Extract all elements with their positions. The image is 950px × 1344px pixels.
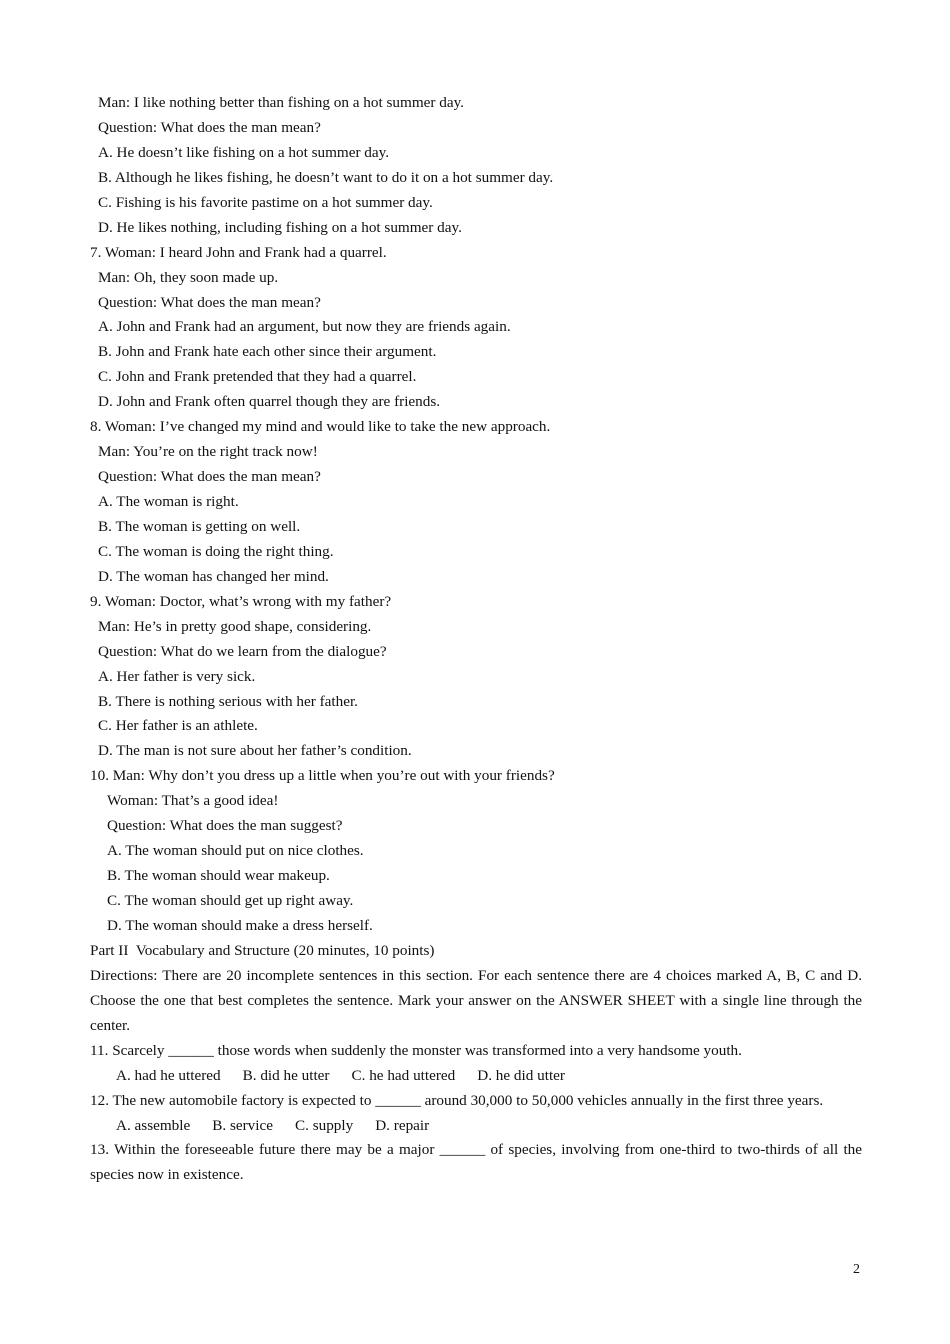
q8-option-d: D. The woman has changed her mind. (98, 567, 329, 585)
q12-option-d: D. repair (375, 1116, 430, 1134)
q6-option-b: B. Although he likes fishing, he doesn’t want to do it on a hot summer day. (98, 168, 554, 186)
q11-option-c: C. he had uttered (351, 1066, 456, 1084)
page-content (90, 91, 862, 1188)
q12-option-c: C. supply (294, 1116, 354, 1134)
q10-reply: Woman: That’s a good idea! (107, 792, 279, 810)
q9-option-d: D. The man is not sure about her father’s condition. (98, 742, 412, 760)
q9-prompt: 9. Woman: Doctor, what’s wrong with my father? (90, 592, 392, 610)
q11-option-a: A. had he uttered (116, 1066, 221, 1084)
q9-option-c: C. Her father is an athlete. (98, 717, 258, 735)
q10-option-a: A. The woman should put on nice clothes. (107, 842, 364, 860)
q7-option-a: A. John and Frank had an argument, but now they are friends again. (98, 318, 511, 336)
q6-option-c: C. Fishing is his favorite pastime on a hot summer day. (98, 193, 433, 211)
q9-option-b: B. There is nothing serious with her father. (98, 692, 358, 710)
q12-option-b: B. service (212, 1116, 273, 1134)
q11-option-d: D. he did utter (477, 1066, 565, 1084)
q10-prompt: 10. Man: Why don’t you dress up a little when you’re out with your friends? (90, 767, 555, 785)
q8-question: Question: What does the man mean? (98, 468, 321, 486)
q9-question: Question: What do we learn from the dialogue? (98, 642, 387, 660)
q10-option-c: C. The woman should get up right away. (107, 892, 354, 909)
q10-question: Question: What does the man suggest? (107, 817, 343, 835)
q8-option-b: B. The woman is getting on well. (98, 517, 301, 535)
q6-question: Question: What does the man mean? (98, 118, 321, 136)
q8-prompt: 8. Woman: I’ve changed my mind and would like to take the new approach. (90, 418, 551, 436)
q13-stem: 13. Within the foreseeable future there may be a major ______ of species, involving from one-third to two-thirds of all the species now in existence. (90, 1141, 862, 1184)
q12-stem: 12. The new automobile factory is expected to ______ around 30,000 to 50,000 vehicles annually in the first three years. (90, 1091, 824, 1109)
q11-stem: 11. Scarcely ______ those words when suddenly the monster was transformed into a very handsome youth. (90, 1041, 742, 1059)
part2-directions: Directions: There are 20 incomplete sentences in this section. For each sentence there are 4 choices marked A, B, C and D. Choose the one that best completes the sentence. Mark your answer on the ANSWER SHEET with a single line through the center. (90, 966, 862, 1034)
q12-options (90, 1114, 862, 1139)
q9-option-a: A. Her father is very sick. (98, 667, 256, 685)
q11-option-b: B. did he utter (242, 1066, 330, 1084)
page-number: 2 (853, 1262, 860, 1277)
q7-option-c: C. John and Frank pretended that they had a quarrel. (98, 368, 417, 386)
q10-option-b: B. The woman should wear makeup. (107, 867, 330, 885)
q8-option-a: A. The woman is right. (98, 493, 239, 510)
q10-option-d: D. The woman should make a dress herself. (107, 916, 373, 934)
q8-option-c: C. The woman is doing the right thing. (98, 542, 334, 560)
q6-option-a: A. He doesn’t like fishing on a hot summer day. (98, 143, 390, 161)
q7-prompt: 7. Woman: I heard John and Frank had a quarrel. (90, 243, 387, 261)
q12-option-a: A. assemble (116, 1116, 191, 1134)
q7-option-d: D. John and Frank often quarrel though they are friends. (98, 393, 441, 411)
q9-reply: Man: He’s in pretty good shape, considering. (98, 617, 372, 635)
q6-man-line: Man: I like nothing better than fishing on a hot summer day. (98, 94, 464, 111)
q7-reply: Man: Oh, they soon made up. (98, 268, 279, 286)
q7-question: Question: What does the man mean? (98, 293, 321, 311)
part2-heading: Part II Vocabulary and Structure (20 minutes, 10 points) (90, 941, 435, 959)
q6-option-d: D. He likes nothing, including fishing on a hot summer day. (98, 218, 462, 236)
q7-option-b: B. John and Frank hate each other since their argument. (98, 343, 437, 361)
q11-options (90, 1064, 862, 1089)
q8-reply: Man: You’re on the right track now! (98, 443, 318, 461)
